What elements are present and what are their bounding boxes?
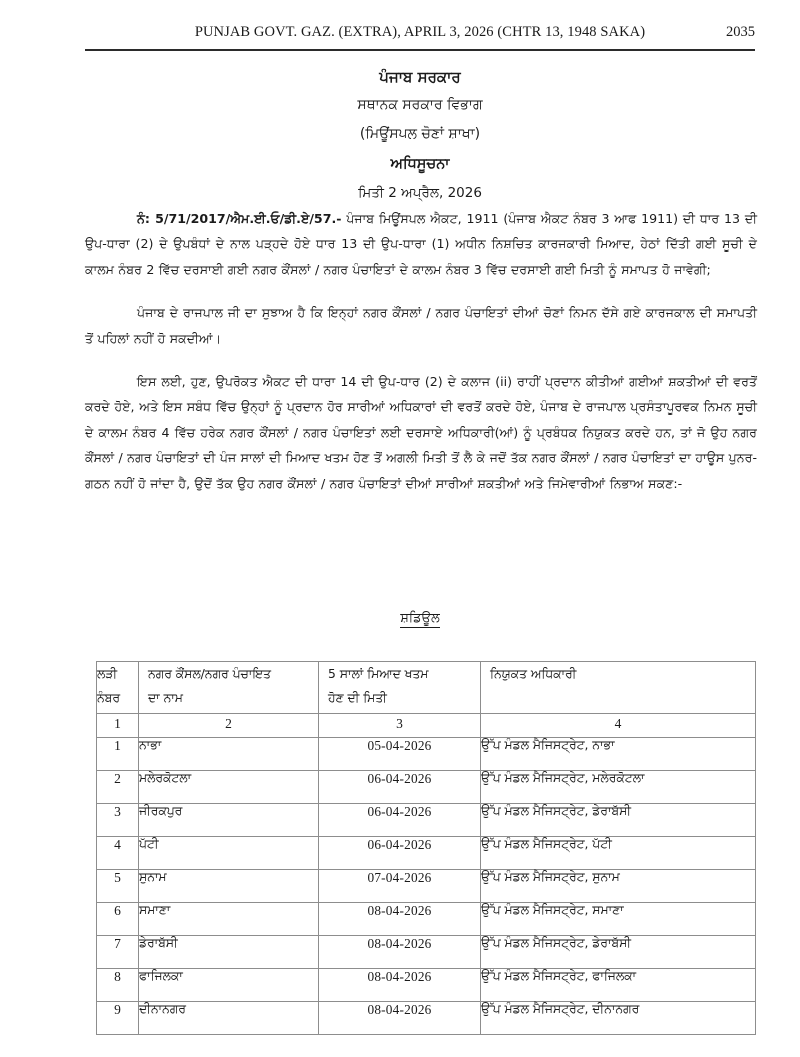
column-header-body-name-line2: ਦਾ ਨਾਮ — [148, 691, 183, 705]
header-rule — [85, 49, 755, 51]
cell-date: 08-04-2026 — [319, 1002, 481, 1035]
cell-serial: 5 — [97, 870, 139, 903]
column-number-1: 1 — [97, 714, 139, 738]
table-row — [97, 771, 756, 804]
cell-name: ਦੀਨਾਨਗਰ — [139, 1002, 319, 1035]
cell-date: 06-04-2026 — [319, 771, 481, 804]
cell-officer: ਉੱਪ ਮੰਡਲ ਮੈਜਿਸਟ੍ਰੇਟ, ਮਲੇਰਕੋਟਲਾ — [481, 771, 756, 804]
column-header-appointed-officer — [481, 662, 756, 714]
cell-serial: 6 — [97, 903, 139, 936]
cell-name: ਸਮਾਣਾ — [139, 903, 319, 936]
column-number-3: 3 — [319, 714, 481, 738]
cell-officer: ਉੱਪ ਮੰਡਲ ਮੈਜਿਸਟ੍ਰੇਟ, ਡੇਰਾਬੱਸੀ — [481, 936, 756, 969]
table-row — [97, 1002, 756, 1035]
cell-officer: ਉੱਪ ਮੰਡਲ ਮੈਜਿਸਟ੍ਰੇਟ, ਡੇਰਾਬੱਸੀ — [481, 804, 756, 837]
cell-date: 06-04-2026 — [319, 837, 481, 870]
cell-serial: 4 — [97, 837, 139, 870]
cell-name: ਮਲੇਰਕੋਟਲਾ — [139, 771, 319, 804]
table-row — [97, 969, 756, 1002]
cell-serial: 2 — [97, 771, 139, 804]
column-header-expiry-date — [319, 662, 481, 714]
cell-serial: 7 — [97, 936, 139, 969]
cell-date: 08-04-2026 — [319, 969, 481, 1002]
cell-serial: 8 — [97, 969, 139, 1002]
notification-number: ਨੰ: 5/71/2017/ਐਮ.ਈ.ਓ/ਡੀ.ਏ/57.- — [137, 211, 342, 226]
cell-date: 08-04-2026 — [319, 903, 481, 936]
cell-name: ਫਾਜਿਲਕਾ — [139, 969, 319, 1002]
paragraph-3: ਇਸ ਲਈ, ਹੁਣ, ਉਪਰੋਕਤ ਐਕਟ ਦੀ ਧਾਰਾ 14 ਦੀ ਉਪ-ਧਾਰ (2) ਦੇ ਕਲਾਜ (ii) ਰਾਹੀਂ ਪ੍ਰਦਾਨ ਕੀਤੀਆਂ ਗਈਆਂ ਸ਼ਕਤੀਆਂ ਦੀ ਵਰਤੋਂ ਕਰਦੇ ਹੋਏ, ਅਤੇ ਇਸ ਸਬੰਧ ਵਿੱਚ ਉਨ੍ਹਾਂ ਨੂੰ ਪ੍ਰਦਾਨ ਹੋਰ ਸਾਰੀਆਂ ਅਧਿਕਾਰਾਂ ਦੀ ਵਰਤੋਂ ਕਰਦੇ ਹੋਏ, ਪੰਜਾਬ ਦੇ ਰਾਜਪਾਲ ਪ੍ਰਸੰਤਾਪੂਰਵਕ ਨਿਮਨ ਸੂਚੀ ਦੇ ਕਾਲਮ ਨੰਬਰ 4 ਵਿੱਚ ਹਰੇਕ ਨਗਰ ਕੌਂਸਲਾਂ / ਨਗਰ ਪੰਚਾਇਤਾਂ ਲਈ ਦਰਸਾਏ ਅਧਿਕਾਰੀ(ਆਂ) ਨੂੰ ਪ੍ਰਬੰਧਕ ਨਿਯੁਕਤ ਕਰਦੇ ਹਨ, ਤਾਂ ਜੋ ਉਹ ਨਗਰ ਕੌਂਸਲਾਂ / ਨਗਰ ਪੰਚਾਇਤਾਂ ਦੀ ਪੰਜ ਸਾਲਾਂ ਦੀ ਮਿਆਦ ਖਤਮ ਹੋਣ ਤੋਂ ਅਗਲੀ ਮਿਤੀ ਤੋਂ ਲੈ ਕੇ ਜਦੋਂ ਤੱਕ ਨਗਰ ਕੌਂਸਲਾਂ / ਨਗਰ ਪੰਚਾਇਤਾਂ ਦਾ ਹਾਊਸ ਪੁਨਰ-ਗਠਨ ਨਹੀਂ ਹੋ ਜਾਂਦਾ ਹੈ, ਉਦੋਂ ਤੱਕ ਉਹ ਨਗਰ ਕੌਂਸਲਾਂ / ਨਗਰ ਪੰਚਾਇਤਾਂ ਦੀਆਂ ਸਾਰੀਆਂ ਸ਼ਕਤੀਆਂ ਅਤੇ ਜਿਮੇਵਾਰੀਆਂ ਨਿਭਾਅ ਸਕਣ:- — [85, 374, 757, 491]
paragraph-1-text: ਪੰਜਾਬ ਮਿਊਂਸਪਲ ਐਕਟ, 1911 (ਪੰਜਾਬ ਐਕਟ ਨੰਬਰ 3 ਆਫ 1911) ਦੀ ਧਾਰ 13 ਦੀ ਉਪ-ਧਾਰਾ (2) ਦੇ ਉਪਬੰਧਾਂ ਦੇ ਨਾਲ ਪੜ੍ਹਦੇ ਹੋਏ ਧਾਰ 13 ਦੀ ਉਪ-ਧਾਰਾ (1) ਅਧੀਨ ਨਿਸ਼ਚਿਤ ਕਾਰਜਕਾਰੀ ਮਿਆਦ, ਹੇਠਾਂ ਦਿੱਤੀ ਗਈ ਸੂਚੀ ਦੇ ਕਾਲਮ ਨੰਬਰ 2 ਵਿੱਚ ਦਰਸਾਈ ਗਈ ਨਗਰ ਕੌਂਸਲਾਂ / ਨਗਰ ਪੰਚਾਇਤਾਂ ਦੇ ਕਾਲਮ ਨੰਬਰ 3 ਵਿੱਚ ਦਰਸਾਈ ਗਈ ਮਿਤੀ ਨੂੰ ਸਮਾਪਤ ਹੋ ਜਾਵੇਗੀ; — [85, 211, 758, 277]
column-header-appointed-officer-line1: ਨਿਯੁਕਤ ਅਧਿਕਾਰੀ — [490, 667, 577, 681]
schedule-heading — [85, 611, 755, 626]
cell-officer: ਉੱਪ ਮੰਡਲ ਮੈਜਿਸਟ੍ਰੇਟ, ਸੁਨਾਮ — [481, 870, 756, 903]
table-row — [97, 804, 756, 837]
cell-name: ਜੀਰਕਪੁਰ — [139, 804, 319, 837]
page-number: 2035 — [726, 24, 755, 40]
body-text — [85, 206, 757, 514]
cell-serial: 3 — [97, 804, 139, 837]
cell-date: 06-04-2026 — [319, 804, 481, 837]
notification-date: ਮਿਤੀ 2 ਅਪ੍ਰੈਲ, 2026 — [358, 185, 482, 201]
running-header — [85, 24, 755, 41]
column-header-serial — [97, 662, 139, 714]
department-title: ਸਥਾਨਕ ਸਰਕਾਰ ਵਿਭਾਗ — [357, 97, 483, 113]
column-header-serial-line1: ਲੜੀ — [97, 667, 118, 681]
column-header-body-name-line1: ਨਗਰ ਕੌਂਸਲ/ਨਗਰ ਪੰਚਾਇਤ — [148, 667, 271, 681]
cell-name: ਪੱਟੀ — [139, 837, 319, 870]
gazette-header-title: PUNJAB GOVT. GAZ. (EXTRA), APRIL 3, 2026 (CHTR 13, 1948 SAKA) — [194, 24, 646, 40]
schedule-table — [96, 661, 756, 1035]
branch-title: (ਮਿਊਂਸਪਲ ਚੋਣਾਂ ਸ਼ਾਖਾ) — [359, 126, 481, 142]
cell-name: ਸੁਨਾਮ — [139, 870, 319, 903]
cell-name: ਨਾਭਾ — [139, 738, 319, 771]
table-column-number-row — [97, 714, 756, 738]
cell-officer: ਉੱਪ ਮੰਡਲ ਮੈਜਿਸਟ੍ਰੇਟ, ਦੀਨਾਨਗਰ — [481, 1002, 756, 1035]
schedule-table-body — [97, 738, 756, 1035]
cell-date: 08-04-2026 — [319, 936, 481, 969]
schedule-heading-text: ਸ਼ਡਿਊਲ — [400, 611, 440, 626]
cell-serial: 1 — [97, 738, 139, 771]
paragraph-2: ਪੰਜਾਬ ਦੇ ਰਾਜਪਾਲ ਜੀ ਦਾ ਸੁਝਾਅ ਹੈ ਕਿ ਇਨ੍ਹਾਂ ਨਗਰ ਕੌਂਸਲਾਂ / ਨਗਰ ਪੰਚਾਇਤਾਂ ਦੀਆਂ ਚੋਣਾਂ ਨਿਮਨ ਦੱਸੇ ਗਏ ਕਾਰਜਕਾਲ ਦੀ ਸਮਾਪਤੀ ਤੋਂ ਪਹਿਲਾਂ ਨਹੀਂ ਹੋ ਸਕਦੀਆਂ। — [85, 305, 757, 346]
column-header-serial-line2: ਨੰਬਰ — [97, 691, 120, 705]
table-row — [97, 870, 756, 903]
cell-serial: 9 — [97, 1002, 139, 1035]
government-title: ਪੰਜਾਬ ਸਰਕਾਰ — [379, 68, 461, 86]
column-header-expiry-date-line2: ਹੋਣ ਦੀ ਮਿਤੀ — [328, 691, 387, 705]
column-header-body-name — [139, 662, 319, 714]
table-row — [97, 837, 756, 870]
cell-officer: ਉੱਪ ਮੰਡਲ ਮੈਜਿਸਟ੍ਰੇਟ, ਪੱਟੀ — [481, 837, 756, 870]
masthead — [85, 63, 755, 207]
table-header-row — [97, 662, 756, 714]
cell-officer: ਉੱਪ ਮੰਡਲ ਮੈਜਿਸਟ੍ਰੇਟ, ਫਾਜਿਲਕਾ — [481, 969, 756, 1002]
column-number-2: 2 — [139, 714, 319, 738]
table-row — [97, 738, 756, 771]
column-number-4: 4 — [481, 714, 756, 738]
table-row — [97, 903, 756, 936]
cell-date: 05-04-2026 — [319, 738, 481, 771]
cell-officer: ਉੱਪ ਮੰਡਲ ਮੈਜਿਸਟ੍ਰੇਟ, ਸਮਾਣਾ — [481, 903, 756, 936]
paragraph-1 — [85, 206, 757, 282]
table-row — [97, 936, 756, 969]
cell-name: ਡੇਰਾਬੱਸੀ — [139, 936, 319, 969]
column-header-expiry-date-line1: 5 ਸਾਲਾਂ ਮਿਆਦ ਖਤਮ — [328, 667, 429, 681]
notification-title: ਅਧਿਸੂਚਨਾ — [390, 156, 450, 172]
cell-officer: ਉੱਪ ਮੰਡਲ ਮੈਜਿਸਟ੍ਰੇਟ, ਨਾਭਾ — [481, 738, 756, 771]
cell-date: 07-04-2026 — [319, 870, 481, 903]
